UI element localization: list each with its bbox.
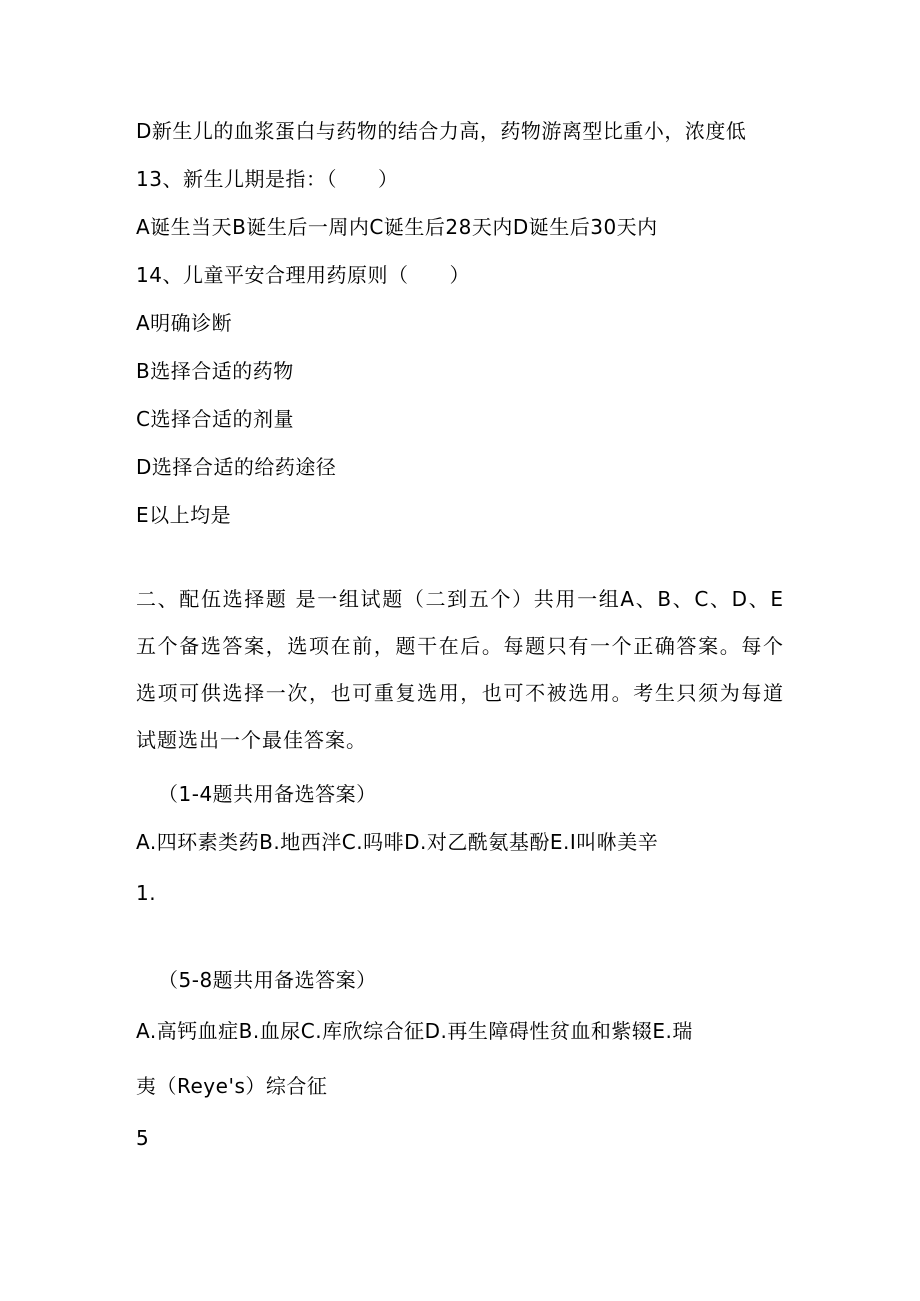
q13-options: A诞生当天B诞生后一周内C诞生后28天内D诞生后30天内 (136, 215, 658, 239)
q14-stem: 14、儿童平安合理用药原则（ ） (136, 263, 470, 287)
q13-stem: 13、新生儿期是指：（ ） (136, 167, 399, 191)
q14-option-d: D选择合适的给药途径 (136, 455, 337, 479)
group1-options: A.四环素类药B.地西泮C.吗啡D.对乙酰氨基酚E.I叫咻美辛 (136, 830, 659, 854)
q14-option-c: C选择合适的剂量 (136, 407, 294, 431)
group1-question-1: 1. (136, 881, 157, 905)
q14-option-b: B选择合适的药物 (136, 359, 294, 383)
q12-option-d: D新生儿的血浆蛋白与药物的结合力高，药物游离型比重小，浓度低 (136, 119, 747, 143)
group2-question-5: 5 (136, 1126, 150, 1150)
q14-option-a: A明确诊断 (136, 311, 233, 335)
group2-options-line1: A.高钙血症B.血尿C.库欣综合征D.再生障碍性贫血和紫辍E.瑞 (136, 1019, 693, 1043)
section2-instructions: 二、配伍选择题 是一组试题（二到五个）共用一组A、B、C、D、E五个备选答案，选项在前，题干在后。每题只有一个正确答案。每个选项可供选择一次，也可重复选用，也可不被选用。考生只须为每道试题选出一个最佳答案。 (136, 587, 784, 752)
q14-option-e: E以上均是 (136, 503, 232, 527)
group2-options-line2: 夷（Reye's）综合征 (136, 1074, 328, 1098)
group1-header: （1-4题共用备选答案） (158, 782, 377, 806)
group2-header: （5-8题共用备选答案） (158, 968, 377, 992)
